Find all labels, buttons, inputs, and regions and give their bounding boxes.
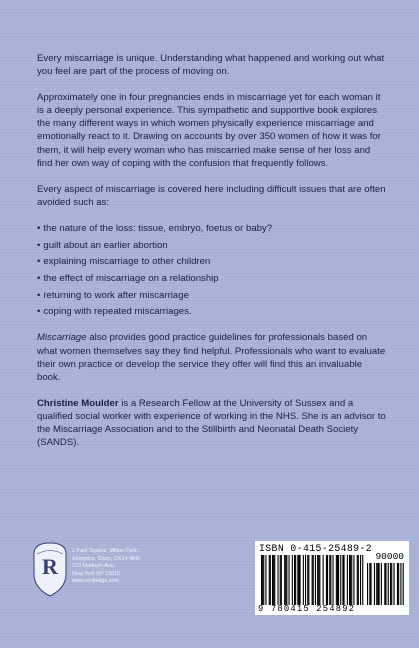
price-barcode-bar <box>367 563 368 605</box>
publisher-address <box>72 548 242 586</box>
barcode-bar <box>360 555 361 605</box>
barcode-bar <box>270 555 271 605</box>
list-item: • explaining miscarriage to other children <box>37 255 387 268</box>
barcode-bar <box>305 555 306 605</box>
barcode-bar <box>313 555 314 605</box>
barcode-bar <box>338 555 339 605</box>
barcode-bar <box>362 555 363 605</box>
barcode-bar <box>262 555 263 605</box>
back-cover-blurb <box>37 52 387 462</box>
barcode-bar <box>330 555 331 605</box>
topics-list <box>37 222 387 319</box>
barcode-bar <box>349 555 350 605</box>
barcode-bar <box>319 555 320 605</box>
barcode-bar <box>317 555 318 605</box>
barcode-bar <box>303 555 304 605</box>
barcode-bar <box>289 555 290 605</box>
barcode-bar <box>284 555 285 605</box>
barcode-bar <box>344 555 345 605</box>
barcode-bar <box>312 555 313 605</box>
price-barcode-bar <box>384 563 385 605</box>
author-name: Christine Moulder <box>37 397 119 409</box>
price-barcode-bar <box>385 563 386 605</box>
price-barcode-bar <box>376 563 377 605</box>
barcode-bar <box>327 555 328 605</box>
barcode-bar <box>326 555 327 605</box>
barcode-bar <box>274 555 275 605</box>
barcode-bar <box>261 555 262 605</box>
barcode-bar <box>333 555 334 605</box>
blurb-topics-intro: Every aspect of miscarriage is covered here including difficult issues that are often avoided such as: <box>37 183 386 208</box>
barcode-bar <box>337 555 338 605</box>
price-barcode-bar <box>370 563 371 605</box>
barcode-bar <box>308 555 309 605</box>
barcode-bar <box>351 555 352 605</box>
price-code: 90000 <box>375 551 404 562</box>
book-title: Miscarriage <box>37 332 87 344</box>
barcode-bar <box>294 555 295 605</box>
price-barcode-bar <box>391 563 392 605</box>
blurb-description: Approximately one in four pregnancies ends in miscarriage yet for each woman it is a deeply personal experience. This sympathetic and supportive book explores the many different ways in which women physically experience miscarriage and emotionally react to it. Drawing on accounts by over 350 women of how it was for them, it will help every woman who has miscarried make sense of her loss and find her own way of coping with the confusion that frequently follows. <box>37 92 381 169</box>
svg-text:R: R <box>42 554 58 579</box>
blurb-professionals <box>37 331 387 383</box>
publisher-website: www.routledge.com <box>72 578 120 585</box>
price-barcode-bar <box>398 563 399 605</box>
author-bio <box>37 397 387 449</box>
barcode-bar <box>307 555 308 605</box>
price-barcode-bar <box>400 563 401 605</box>
barcode-bar <box>269 555 270 605</box>
barcode-bar <box>353 555 354 605</box>
barcode-bar <box>298 555 299 605</box>
barcode-bar <box>265 555 266 605</box>
barcode-bar <box>273 555 274 605</box>
price-barcode-bar <box>377 563 378 605</box>
blurb-intro: Every miscarriage is unique. Understanding what happened and working out what you feel are part of the process of moving on. <box>37 53 385 78</box>
price-barcode-bar <box>379 563 380 605</box>
barcode-bar <box>350 555 351 605</box>
professionals-text: also provides good practice guidelines for professionals based on what women themselves say they find helpful. Professionals who want to evaluate their own practice or develop the service they offer will find this an invaluable book. <box>37 332 386 383</box>
barcode-bar <box>342 555 343 605</box>
barcode-bar <box>318 555 319 605</box>
price-barcode-bar <box>393 563 394 605</box>
address-line: Abingdon, Oxon, OX14 4RN <box>72 555 140 562</box>
barcode-bar <box>358 555 359 605</box>
barcode-bar <box>347 555 348 605</box>
list-item: • the nature of the loss: tissue, embryo, foetus or baby? <box>37 222 387 235</box>
barcode-bar <box>323 555 324 605</box>
price-barcode-bar <box>369 563 370 605</box>
list-item: • the effect of miscarriage on a relationship <box>37 272 387 285</box>
barcode-bar <box>292 555 293 605</box>
price-barcode-bar <box>403 563 404 605</box>
barcode-bar <box>286 555 287 605</box>
barcode-bar <box>278 555 279 605</box>
price-barcode-bar <box>388 563 389 605</box>
barcode-bar <box>300 555 301 605</box>
barcode-bar <box>315 555 316 605</box>
barcode-bar <box>272 555 273 605</box>
list-item: • coping with repeated miscarriages. <box>37 305 387 318</box>
author-bio-text: is a Research Fellow at the University of Sussex and a qualified social worker with experience of working in the NHS. She is an advisor to the Miscarriage Association and to the Stillbirth and Neonatal Death Society (SANDS). <box>37 397 386 449</box>
address-line: New York NY 10016 <box>72 570 121 577</box>
barcode-bar <box>280 555 281 605</box>
address-line: 270 Madison Ave, <box>72 563 115 570</box>
price-barcode-bar <box>397 563 398 605</box>
barcode-bar <box>340 555 341 605</box>
barcode-bar <box>281 555 282 605</box>
address-line: 2 Park Square, Milton Park, <box>72 548 138 554</box>
barcode-number: 9 780415 254892 <box>258 604 356 614</box>
price-barcode-bar <box>374 563 375 605</box>
list-item: • returning to work after miscarriage <box>37 289 387 302</box>
barcode-bar <box>263 555 264 605</box>
isbn-number: ISBN 0-415-25489-2 <box>259 543 373 554</box>
price-barcode-bar <box>381 563 382 605</box>
barcode-bar <box>297 555 298 605</box>
routledge-logo <box>30 540 70 600</box>
barcode-bar <box>329 555 330 605</box>
barcode-bar <box>336 555 337 605</box>
barcode-bar <box>357 555 358 605</box>
barcode-bar <box>295 555 296 605</box>
list-item: • guilt about an earlier abortion <box>37 239 387 252</box>
barcode-bar <box>285 555 286 605</box>
barcode-panel <box>255 541 409 615</box>
price-barcode-bar <box>390 563 391 605</box>
